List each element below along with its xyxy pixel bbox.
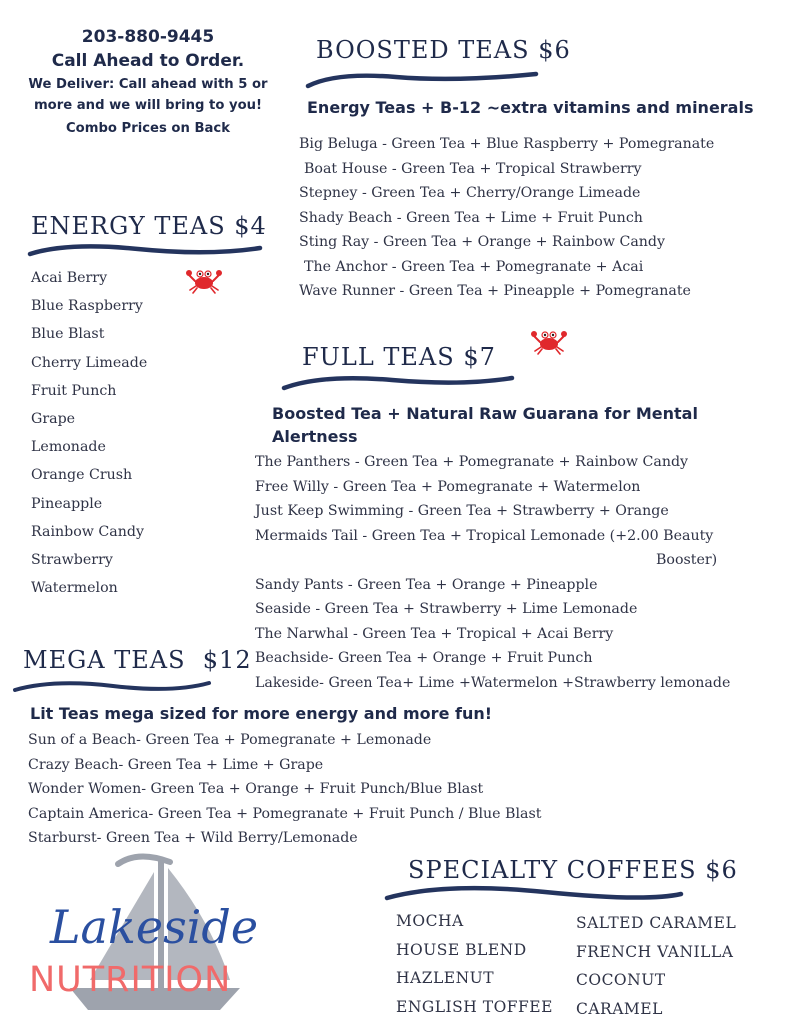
full-subtitle (272, 402, 698, 448)
list-item: The Anchor - Green Tea + Pomegranate + Acai (304, 258, 644, 275)
logo-word-lakeside: Lakeside (50, 900, 259, 954)
list-item: ENGLISH TOFFEE (396, 997, 553, 1016)
boosted-subtitle: Energy Teas + B-12 ~extra vitamins and minerals (307, 98, 754, 117)
list-item: Rainbow Candy (31, 523, 144, 540)
deliver-line-2: more and we will bring to you! (33, 98, 263, 113)
list-item: Strawberry (31, 552, 113, 569)
list-item: Fruit Punch (31, 382, 117, 399)
call-ahead-text: Call Ahead to Order. (51, 51, 245, 71)
list-item: Free Willy - Green Tea + Pomegranate + Watermelon (255, 478, 641, 495)
list-item: Lemonade (31, 439, 106, 456)
boosted-teas-list (299, 132, 714, 304)
mega-teas-list (28, 728, 541, 851)
list-item: Blue Blast (31, 326, 105, 343)
list-item: Mermaids Tail - Green Tea + Tropical Lemonade (+2.00 Beauty (255, 527, 714, 544)
boosted-teas-title: BOOSTED TEAS $6 (316, 36, 571, 64)
list-item: Beachside- Green Tea + Orange + Fruit Punch (255, 650, 593, 666)
list-item: Boat House - Green Tea + Tropical Strawberry (304, 160, 642, 177)
boosted-wave-divider (306, 68, 546, 92)
list-item: Grape (31, 411, 76, 428)
full-teas-list (255, 450, 730, 695)
contact-block (18, 26, 278, 141)
list-item: Crazy Beach- Green Tea + Lime + Grape (28, 756, 324, 773)
list-item: Blue Raspberry (31, 298, 143, 315)
list-item: SALTED CARAMEL (576, 914, 737, 932)
list-item: Shady Beach - Green Tea + Lime + Fruit Punch (299, 209, 643, 226)
list-item: Stepney - Green Tea + Cherry/Orange Limeade (299, 185, 641, 201)
list-item: Seaside - Green Tea + Strawberry + Lime Lemonade (255, 601, 638, 617)
energy-teas-list (31, 264, 147, 602)
list-item: COCONUT (576, 971, 666, 989)
list-item: Watermelon (31, 580, 118, 597)
list-item: Sting Ray - Green Tea + Orange + Rainbow Candy (299, 234, 666, 250)
list-item: Lakeside- Green Tea+ Lime +Watermelon +Strawberry lemonade (255, 674, 731, 691)
coffees-left-list (396, 907, 553, 1021)
mega-wave-divider (13, 677, 213, 697)
full-subtitle-line-1: Boosted Tea + Natural Raw Guarana for Mental (272, 404, 698, 423)
list-item: HOUSE BLEND (396, 940, 527, 959)
list-item: The Narwhal - Green Tea + Tropical + Acai Berry (255, 625, 614, 642)
list-item: Wave Runner - Green Tea + Pineapple + Pomegranate (299, 283, 691, 299)
full-subtitle-line-2: Alertness (272, 427, 358, 446)
logo (20, 850, 270, 1020)
phone-number: 203-880-9445 (81, 27, 215, 47)
list-item: Sun of a Beach- Green Tea + Pomegranate + Lemonade (28, 732, 432, 748)
list-item-continuation: Booster) (656, 552, 718, 568)
list-item: HAZLENUT (396, 969, 495, 987)
list-item: Orange Crush (31, 467, 133, 484)
full-teas-title: FULL TEAS $7 (302, 343, 496, 371)
list-item: Starburst- Green Tea + Wild Berry/Lemonade (28, 830, 358, 846)
list-item: CARAMEL (576, 999, 663, 1018)
list-item: Sandy Pants - Green Tea + Orange + Pineapple (255, 576, 598, 593)
crab-icon (186, 266, 222, 294)
full-wave-divider (282, 370, 522, 394)
combo-prices-text: Combo Prices on Back (65, 121, 231, 136)
energy-teas-title: ENERGY TEAS $4 (31, 212, 267, 240)
deliver-line-1: We Deliver: Call ahead with 5 or (28, 77, 268, 92)
coffees-right-list (576, 909, 736, 1023)
crab-icon (531, 327, 567, 355)
specialty-coffees-title: SPECIALTY COFFEES $6 (408, 856, 738, 884)
energy-wave-divider (28, 238, 268, 262)
list-item: Wonder Women- Green Tea + Orange + Fruit Punch/Blue Blast (28, 781, 484, 797)
list-item: Captain America- Green Tea + Pomegranate + Fruit Punch / Blue Blast (28, 805, 542, 822)
list-item: Just Keep Swimming - Green Tea + Strawberry + Orange (255, 503, 669, 519)
list-item: Acai Berry (31, 270, 108, 286)
mega-teas-title: MEGA TEAS $12 (23, 646, 252, 674)
mega-subtitle: Lit Teas mega sized for more energy and more fun! (30, 704, 493, 723)
list-item: Pineapple (31, 495, 103, 512)
list-item: Cherry Limeade (31, 354, 148, 371)
list-item: The Panthers - Green Tea + Pomegranate + Rainbow Candy (255, 454, 689, 470)
list-item: FRENCH VANILLA (576, 942, 734, 961)
logo-word-nutrition: NUTRITION (29, 960, 232, 1000)
coffees-wave-divider (385, 880, 685, 906)
list-item: Big Beluga - Green Tea + Blue Raspberry + Pomegranate (299, 136, 715, 152)
list-item: MOCHA (396, 912, 464, 930)
